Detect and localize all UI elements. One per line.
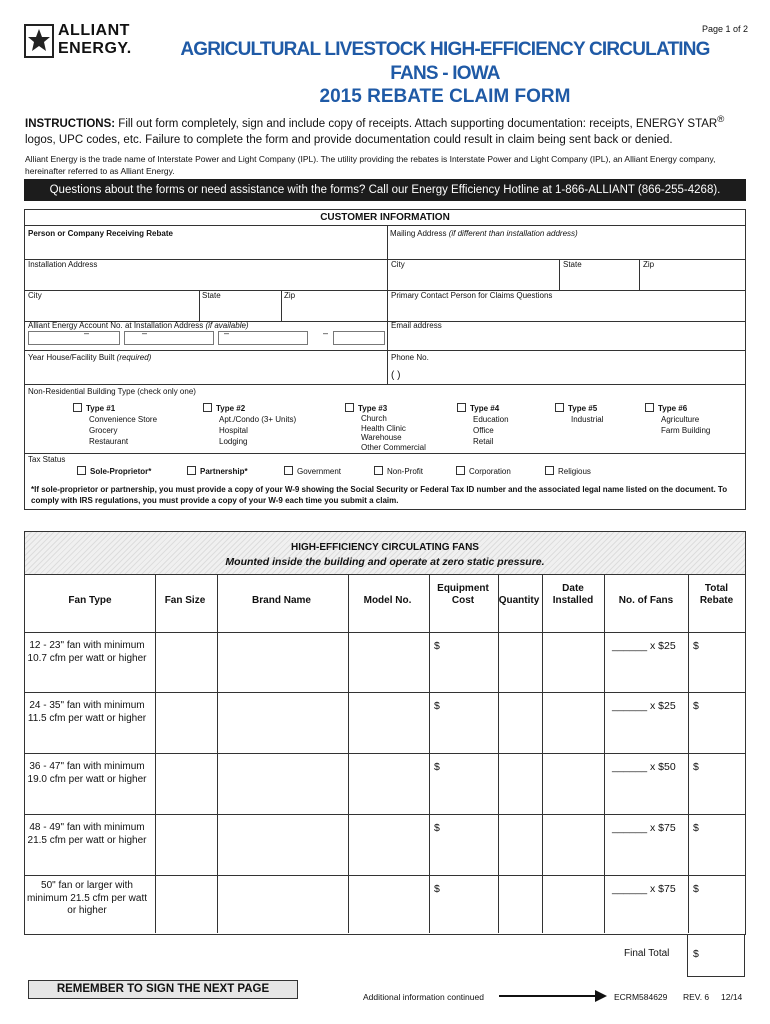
instructions bbox=[25, 112, 750, 148]
email-field[interactable] bbox=[389, 331, 743, 349]
type-3-item: Health Clinic bbox=[361, 423, 406, 433]
type-1-checkbox[interactable] bbox=[73, 403, 82, 412]
tax-option-label: Sole-Proprietor* bbox=[90, 467, 152, 476]
tax-option-label: Non-Profit bbox=[387, 467, 424, 476]
fans-count-row-3[interactable] bbox=[612, 761, 676, 773]
type-3-item: Other Commercial bbox=[361, 442, 426, 452]
type-6-title: Type #6 bbox=[658, 404, 688, 413]
cost-dollar[interactable]: $ bbox=[434, 883, 440, 895]
type-2-title: Type #2 bbox=[216, 404, 246, 413]
title-line2: FANS - IOWA bbox=[390, 63, 500, 84]
col-brand-name: Brand Name bbox=[252, 595, 311, 606]
tax-checkbox[interactable] bbox=[456, 466, 465, 475]
form-date: 12/14 bbox=[721, 992, 743, 1002]
type-3-item: Warehouse bbox=[361, 433, 402, 442]
instructions-text: Fill out form completely, sign and include copy of receipts. Attach supporting documentation: receipts, ENERGY STAR bbox=[118, 117, 718, 130]
tax-sole-proprietor[interactable] bbox=[77, 466, 151, 476]
col-date-installed: Date Installed bbox=[552, 583, 594, 606]
form-code: ECRM584629 bbox=[614, 992, 668, 1002]
rebate-dollar[interactable]: $ bbox=[693, 822, 699, 834]
blank-line[interactable]: ______ bbox=[612, 700, 648, 712]
account-box[interactable] bbox=[333, 331, 385, 345]
mailing-label bbox=[390, 229, 578, 238]
type-4-item: Retail bbox=[473, 437, 494, 446]
rebate-dollar[interactable]: $ bbox=[693, 761, 699, 773]
final-total-dollar[interactable]: $ bbox=[693, 948, 699, 960]
fans-count-row-1[interactable] bbox=[612, 640, 676, 652]
arrow-right-icon bbox=[499, 990, 607, 1002]
w9-note: *If sole-proprietor or partnership, you must provide a copy of your W-9 showing the Social Security or Federal Tax ID number and the associated legal name listed on the document. To comply with IRS regulations, you must provide a copy of your W-9 each time you submit a claim. bbox=[31, 485, 728, 505]
rebate-dollar[interactable]: $ bbox=[693, 700, 699, 712]
type-5[interactable] bbox=[555, 403, 603, 425]
account-label-text: Alliant Energy Account No. at Installation Address bbox=[28, 321, 204, 330]
fans-count-row-5[interactable] bbox=[612, 883, 676, 895]
year-label-text: Year House/Facility Built bbox=[28, 353, 115, 362]
final-total-row bbox=[24, 934, 746, 977]
form-title bbox=[150, 38, 740, 86]
type-3-checkbox[interactable] bbox=[345, 403, 354, 412]
tax-checkbox[interactable] bbox=[187, 466, 196, 475]
mailing-label-text: Mailing Address bbox=[390, 229, 447, 238]
col-equipment-cost: Equipment Cost bbox=[437, 583, 489, 606]
cost-dollar[interactable]: $ bbox=[434, 700, 440, 712]
cost-dollar[interactable]: $ bbox=[434, 822, 440, 834]
building-type-label: Non-Residential Building Type (check only one) bbox=[28, 387, 196, 396]
type-1-item: Grocery bbox=[89, 426, 118, 435]
type-2[interactable] bbox=[203, 403, 296, 447]
blank-line[interactable]: ______ bbox=[612, 822, 648, 834]
tax-corporation[interactable] bbox=[456, 466, 511, 476]
customer-info-heading: CUSTOMER INFORMATION bbox=[320, 212, 450, 223]
tax-option-label: Corporation bbox=[469, 467, 511, 476]
rebate-dollar[interactable]: $ bbox=[693, 883, 699, 895]
col-total-rebate: Total Rebate bbox=[699, 583, 734, 606]
install-city-label: City bbox=[28, 291, 42, 300]
year-label bbox=[28, 353, 151, 362]
tax-checkbox[interactable] bbox=[374, 466, 383, 475]
rate: x $25 bbox=[649, 640, 676, 652]
cost-dollar[interactable]: $ bbox=[434, 761, 440, 773]
mailing-city-label: City bbox=[391, 260, 405, 269]
type-4-item: Education bbox=[473, 415, 509, 424]
tax-non-profit[interactable] bbox=[374, 466, 423, 476]
tax-checkbox[interactable] bbox=[284, 466, 293, 475]
registered-mark: ® bbox=[717, 114, 725, 125]
star-logo-icon bbox=[24, 24, 54, 58]
rate: x $50 bbox=[649, 761, 676, 773]
trade-name-note: Alliant Energy is the trade name of Interstate Power and Light Company (IPL). The utility providing the rebates is Interstate Power and Light Company (IPL), an Alliant Energy company, hereinafter referred to as Alliant Energy. bbox=[25, 154, 716, 176]
tax-religious[interactable] bbox=[545, 466, 591, 476]
person-field[interactable] bbox=[27, 238, 383, 258]
mailing-note: (if different than installation address) bbox=[448, 229, 578, 238]
fans-count-row-2[interactable] bbox=[612, 700, 676, 712]
fan-type-row-5: 50" fan or larger with minimum 21.5 cfm per watt or higher bbox=[26, 880, 148, 916]
type-1-item: Restaurant bbox=[89, 437, 129, 446]
mailing-field[interactable] bbox=[389, 238, 743, 258]
type-3[interactable] bbox=[345, 403, 426, 452]
page-number: Page 1 of 2 bbox=[701, 24, 748, 34]
type-1[interactable] bbox=[73, 403, 157, 447]
contact-label: Primary Contact Person for Claims Questions bbox=[391, 291, 553, 300]
fan-type-row-4: 48 - 49" fan with minimum 21.5 cfm per watt or higher bbox=[27, 822, 147, 846]
install-state-label: State bbox=[202, 291, 221, 300]
col-model-no: Model No. bbox=[363, 595, 412, 606]
year-field[interactable] bbox=[27, 363, 383, 383]
type-1-item: Convenience Store bbox=[89, 415, 158, 424]
account-note: (if available) bbox=[205, 321, 249, 330]
instructions-text2: logos, UPC codes, etc. Failure to complete the form and provide documentation could result in claim being sent back or denied. bbox=[25, 133, 673, 146]
blank-line[interactable]: ______ bbox=[612, 883, 648, 895]
type-4[interactable] bbox=[457, 403, 509, 447]
fan-type-row-1: 12 - 23" fan with minimum 10.7 cfm per watt or higher bbox=[27, 640, 147, 664]
person-label: Person or Company Receiving Rebate bbox=[28, 229, 173, 238]
type-4-title: Type #4 bbox=[470, 404, 500, 413]
blank-line[interactable]: ______ bbox=[612, 640, 648, 652]
account-box[interactable] bbox=[124, 331, 214, 345]
tax-partnership[interactable] bbox=[187, 466, 248, 476]
rebate-dollar[interactable]: $ bbox=[693, 640, 699, 652]
rate: x $75 bbox=[649, 883, 676, 895]
tax-checkbox[interactable] bbox=[77, 466, 86, 475]
fan-type-row-3: 36 - 47" fan with minimum 19.0 cfm per watt or higher bbox=[27, 761, 147, 785]
title-line1: AGRICULTURAL LIVESTOCK HIGH-EFFICIENCY CIRCULATING bbox=[180, 39, 710, 60]
fans-section-header bbox=[24, 531, 746, 575]
col-quantity: Quantity bbox=[498, 595, 540, 606]
type-1-title: Type #1 bbox=[86, 404, 116, 413]
tax-government[interactable] bbox=[284, 466, 341, 476]
fans-subheading: Mounted inside the building and operate at zero static pressure. bbox=[225, 556, 545, 568]
type-2-item: Hospital bbox=[219, 426, 248, 435]
rate: x $25 bbox=[649, 700, 676, 712]
col-fan-type: Fan Type bbox=[68, 595, 112, 606]
hotline-banner: Questions about the forms or need assistance with the forms? Call our Energy Efficiency Hotline at 1-866-ALLIANT (866-255-4268). bbox=[24, 179, 746, 201]
col-fan-size: Fan Size bbox=[164, 595, 206, 606]
type-3-title: Type #3 bbox=[358, 404, 388, 413]
year-note: (required) bbox=[116, 353, 152, 362]
form-subtitle: 2015 REBATE CLAIM FORM bbox=[319, 86, 571, 107]
install-zip-label: Zip bbox=[284, 291, 296, 300]
type-5-item: Industrial bbox=[571, 415, 604, 424]
phone-field[interactable]: ( ) bbox=[391, 370, 401, 381]
mailing-zip-label: Zip bbox=[643, 260, 655, 269]
type-6-checkbox[interactable] bbox=[645, 403, 654, 412]
fan-type-row-2: 24 - 35" fan with minimum 11.5 cfm per watt or higher bbox=[27, 700, 147, 724]
account-label bbox=[28, 321, 249, 330]
tax-status-label: Tax Status bbox=[28, 455, 66, 464]
type-4-item: Office bbox=[473, 426, 494, 435]
install-label: Installation Address bbox=[28, 260, 98, 269]
form-rev: REV. 6 bbox=[683, 992, 710, 1002]
tax-option-label: Partnership* bbox=[200, 467, 248, 476]
tax-checkbox[interactable] bbox=[545, 466, 554, 475]
final-total-label: Final Total bbox=[624, 948, 670, 959]
rate: x $75 bbox=[649, 822, 676, 834]
type-6-item: Farm Building bbox=[661, 426, 711, 435]
fans-heading: HIGH-EFFICIENCY CIRCULATING FANS bbox=[291, 542, 479, 553]
customer-info-section bbox=[24, 209, 746, 510]
instructions-label: INSTRUCTIONS: bbox=[25, 117, 116, 130]
account-box[interactable] bbox=[218, 331, 308, 345]
mailing-state-label: State bbox=[563, 260, 582, 269]
remember-to-sign: REMEMBER TO SIGN THE NEXT PAGE bbox=[28, 980, 298, 999]
type-6[interactable] bbox=[645, 403, 710, 436]
type-3-item: Church bbox=[361, 414, 387, 423]
email-label: Email address bbox=[391, 321, 442, 330]
fans-count-row-4[interactable] bbox=[612, 822, 676, 834]
type-6-item: Agriculture bbox=[661, 415, 700, 424]
type-4-checkbox[interactable] bbox=[457, 403, 466, 412]
type-2-item: Lodging bbox=[219, 437, 248, 446]
type-2-checkbox[interactable] bbox=[203, 403, 212, 412]
blank-line[interactable]: ______ bbox=[612, 761, 648, 773]
continued-note: Additional information continued bbox=[363, 992, 484, 1002]
logo-text-line1: ALLIANT bbox=[58, 22, 130, 39]
type-2-item: Apt./Condo (3+ Units) bbox=[219, 415, 297, 424]
logo-text-line2: ENERGY. bbox=[58, 40, 132, 57]
col-no-of-fans: No. of Fans bbox=[618, 595, 674, 606]
tax-option-label: Government bbox=[297, 467, 342, 476]
alliant-energy-logo bbox=[24, 22, 136, 62]
type-5-checkbox[interactable] bbox=[555, 403, 564, 412]
tax-option-label: Religious bbox=[558, 467, 591, 476]
cost-dollar[interactable]: $ bbox=[434, 640, 440, 652]
install-field[interactable] bbox=[27, 270, 383, 289]
phone-label: Phone No. bbox=[391, 353, 429, 362]
type-5-title: Type #5 bbox=[568, 404, 598, 413]
